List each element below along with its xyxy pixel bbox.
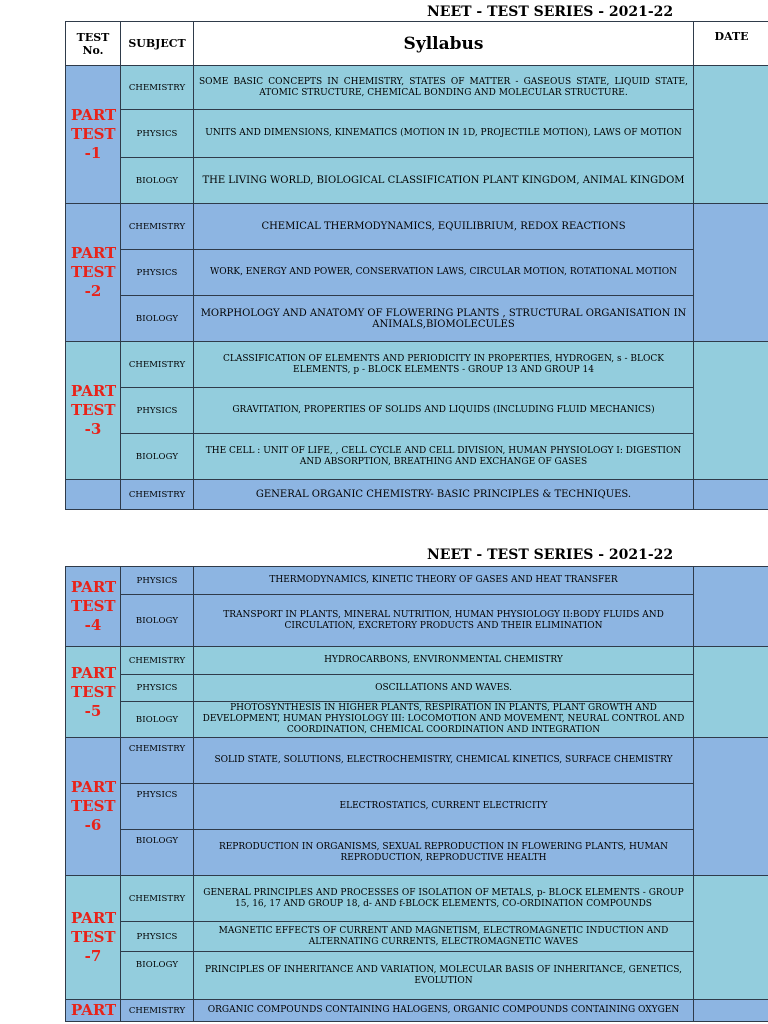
- date-header: DATE: [694, 22, 768, 66]
- syllabus-cell: THERMODYNAMICS, KINETIC THEORY OF GASES AND HEAT TRANSFER: [194, 567, 694, 595]
- table-row: [66, 784, 768, 830]
- syllabus-header: Syllabus: [194, 22, 694, 66]
- part-test-label: PART TEST -6: [66, 738, 121, 876]
- table-row: [66, 647, 768, 675]
- syllabus-cell: PRINCIPLES OF INHERITANCE AND VARIATION, MOLECULAR BASIS OF INHERITANCE, GENETICS, EVOLUTION: [194, 952, 694, 1000]
- part-test-label: PART TEST -3: [66, 342, 121, 480]
- date-cell: [694, 480, 768, 510]
- table-row: [66, 830, 768, 876]
- syllabus-cell: GENERAL ORGANIC CHEMISTRY- BASIC PRINCIPLES & TECHNIQUES.: [194, 480, 694, 510]
- table-row: [66, 66, 768, 110]
- part-test-label: PART: [66, 1000, 121, 1022]
- syllabus-cell: MAGNETIC EFFECTS OF CURRENT AND MAGNETISM, ELECTROMAGNETIC INDUCTION AND ALTERNATING CURRENTS, ELECTROMAGNETIC WAVES: [194, 922, 694, 952]
- test-no-header: TEST No.: [66, 22, 121, 66]
- subject-cell: CHEMISTRY: [121, 204, 194, 250]
- date-cell: [694, 567, 768, 647]
- subject-cell: PHYSICS: [121, 784, 194, 830]
- syllabus-cell: GRAVITATION, PROPERTIES OF SOLIDS AND LIQUIDS (INCLUDING FLUID MECHANICS): [194, 388, 694, 434]
- subject-cell: BIOLOGY: [121, 702, 194, 738]
- subject-cell: BIOLOGY: [121, 830, 194, 876]
- subject-cell: BIOLOGY: [121, 595, 194, 647]
- table-row: [66, 250, 768, 296]
- subject-cell: CHEMISTRY: [121, 66, 194, 110]
- subject-cell: CHEMISTRY: [121, 480, 194, 510]
- table-row: [66, 204, 768, 250]
- table-row: [66, 388, 768, 434]
- page-title-bottom: NEET - TEST SERIES - 2021-22: [427, 547, 674, 563]
- date-cell: [694, 647, 768, 738]
- subject-cell: PHYSICS: [121, 567, 194, 595]
- table-row: [66, 567, 768, 595]
- table-row: [66, 876, 768, 922]
- syllabus-cell: GENERAL PRINCIPLES AND PROCESSES OF ISOLATION OF METALS, p- BLOCK ELEMENTS - GROUP 15, 16, 17 AND GROUP 18, d- AND f-BLOCK ELEMENTS, CO-ORDINATION COMPOUNDS: [194, 876, 694, 922]
- table-row: [66, 595, 768, 647]
- date-cell: [694, 66, 768, 204]
- syllabus-cell: CHEMICAL THERMODYNAMICS, EQUILIBRIUM, REDOX REACTIONS: [194, 204, 694, 250]
- syllabus-cell: TRANSPORT IN PLANTS, MINERAL NUTRITION, HUMAN PHYSIOLOGY II:BODY FLUIDS AND CIRCULATION, EXCRETORY PRODUCTS AND THEIR ELIMINATION: [194, 595, 694, 647]
- date-cell: [694, 204, 768, 342]
- subject-cell: BIOLOGY: [121, 296, 194, 342]
- part-test-label: PART TEST -5: [66, 647, 121, 738]
- subject-cell: CHEMISTRY: [121, 738, 194, 784]
- syllabus-cell: UNITS AND DIMENSIONS, KINEMATICS (MOTION IN 1D, PROJECTILE MOTION), LAWS OF MOTION: [194, 110, 694, 158]
- subject-cell: PHYSICS: [121, 110, 194, 158]
- subject-cell: CHEMISTRY: [121, 876, 194, 922]
- table-row: [66, 110, 768, 158]
- part-test-label: PART TEST -1: [66, 66, 121, 204]
- syllabus-cell: OSCILLATIONS AND WAVES.: [194, 675, 694, 702]
- date-cell: [694, 738, 768, 876]
- subject-cell: BIOLOGY: [121, 952, 194, 1000]
- syllabus-cell: THE CELL : UNIT OF LIFE, , CELL CYCLE AND CELL DIVISION, HUMAN PHYSIOLOGY I: DIGESTION AND ABSORPTION, BREATHING AND EXCHANGE OF GASES: [194, 434, 694, 480]
- syllabus-cell: MORPHOLOGY AND ANATOMY OF FLOWERING PLANTS , STRUCTURAL ORGANISATION IN ANIMALS,BIOMOLECULES: [194, 296, 694, 342]
- syllabus-cell: CLASSIFICATION OF ELEMENTS AND PERIODICITY IN PROPERTIES, HYDROGEN, s - BLOCK ELEMENTS, p - BLOCK ELEMENTS - GROUP 13 AND GROUP 14: [194, 342, 694, 388]
- syllabus-cell: REPRODUCTION IN ORGANISMS, SEXUAL REPRODUCTION IN FLOWERING PLANTS, HUMAN REPRODUCTION, REPRODUCTIVE HEALTH: [194, 830, 694, 876]
- table-row: [66, 480, 768, 510]
- subject-cell: BIOLOGY: [121, 158, 194, 204]
- table-row: [66, 952, 768, 1000]
- subject-header: SUBJECT: [121, 22, 194, 66]
- table-row: [66, 702, 768, 738]
- syllabus-cell: SOLID STATE, SOLUTIONS, ELECTROCHEMISTRY, CHEMICAL KINETICS, SURFACE CHEMISTRY: [194, 738, 694, 784]
- date-cell: [694, 342, 768, 480]
- subject-cell: CHEMISTRY: [121, 647, 194, 675]
- table-row: [66, 296, 768, 342]
- part-test-label: [66, 480, 121, 510]
- subject-cell: PHYSICS: [121, 250, 194, 296]
- table-row: [66, 738, 768, 784]
- syllabus-table-1: [65, 21, 768, 510]
- header-row: [66, 22, 768, 66]
- date-cell: [694, 1000, 768, 1022]
- syllabus-cell: ORGANIC COMPOUNDS CONTAINING HALOGENS, ORGANIC COMPOUNDS CONTAINING OXYGEN: [194, 1000, 694, 1022]
- syllabus-table-2: [65, 566, 768, 1022]
- subject-cell: PHYSICS: [121, 675, 194, 702]
- syllabus-cell: HYDROCARBONS, ENVIRONMENTAL CHEMISTRY: [194, 647, 694, 675]
- table-row: [66, 158, 768, 204]
- part-test-label: PART TEST -2: [66, 204, 121, 342]
- table-row: [66, 675, 768, 702]
- part-test-label: PART TEST -7: [66, 876, 121, 1000]
- subject-cell: CHEMISTRY: [121, 1000, 194, 1022]
- date-cell: [694, 876, 768, 1000]
- page-title-top: NEET - TEST SERIES - 2021-22: [427, 4, 674, 20]
- subject-cell: PHYSICS: [121, 388, 194, 434]
- syllabus-cell: THE LIVING WORLD, BIOLOGICAL CLASSIFICATION PLANT KINGDOM, ANIMAL KINGDOM: [194, 158, 694, 204]
- table-row: [66, 1000, 768, 1022]
- subject-cell: CHEMISTRY: [121, 342, 194, 388]
- table-row: [66, 342, 768, 388]
- subject-cell: PHYSICS: [121, 922, 194, 952]
- syllabus-cell: WORK, ENERGY AND POWER, CONSERVATION LAWS, CIRCULAR MOTION, ROTATIONAL MOTION: [194, 250, 694, 296]
- syllabus-cell: ELECTROSTATICS, CURRENT ELECTRICITY: [194, 784, 694, 830]
- syllabus-cell: SOME BASIC CONCEPTS IN CHEMISTRY, STATES OF MATTER - GASEOUS STATE, LIQUID STATE, ATOMIC STRUCTURE, CHEMICAL BONDING AND MOLECULAR STRUCTURE.: [194, 66, 694, 110]
- subject-cell: BIOLOGY: [121, 434, 194, 480]
- part-test-label: PART TEST -4: [66, 567, 121, 647]
- table-row: [66, 434, 768, 480]
- table-row: [66, 922, 768, 952]
- syllabus-cell: PHOTOSYNTHESIS IN HIGHER PLANTS, RESPIRATION IN PLANTS, PLANT GROWTH AND DEVELOPMENT, HUMAN PHYSIOLOGY III: LOCOMOTION AND MOVEMENT, NEURAL CONTROL AND COORDINATION, CHEMICAL COORDINATION AND INTEGRATION: [194, 702, 694, 738]
